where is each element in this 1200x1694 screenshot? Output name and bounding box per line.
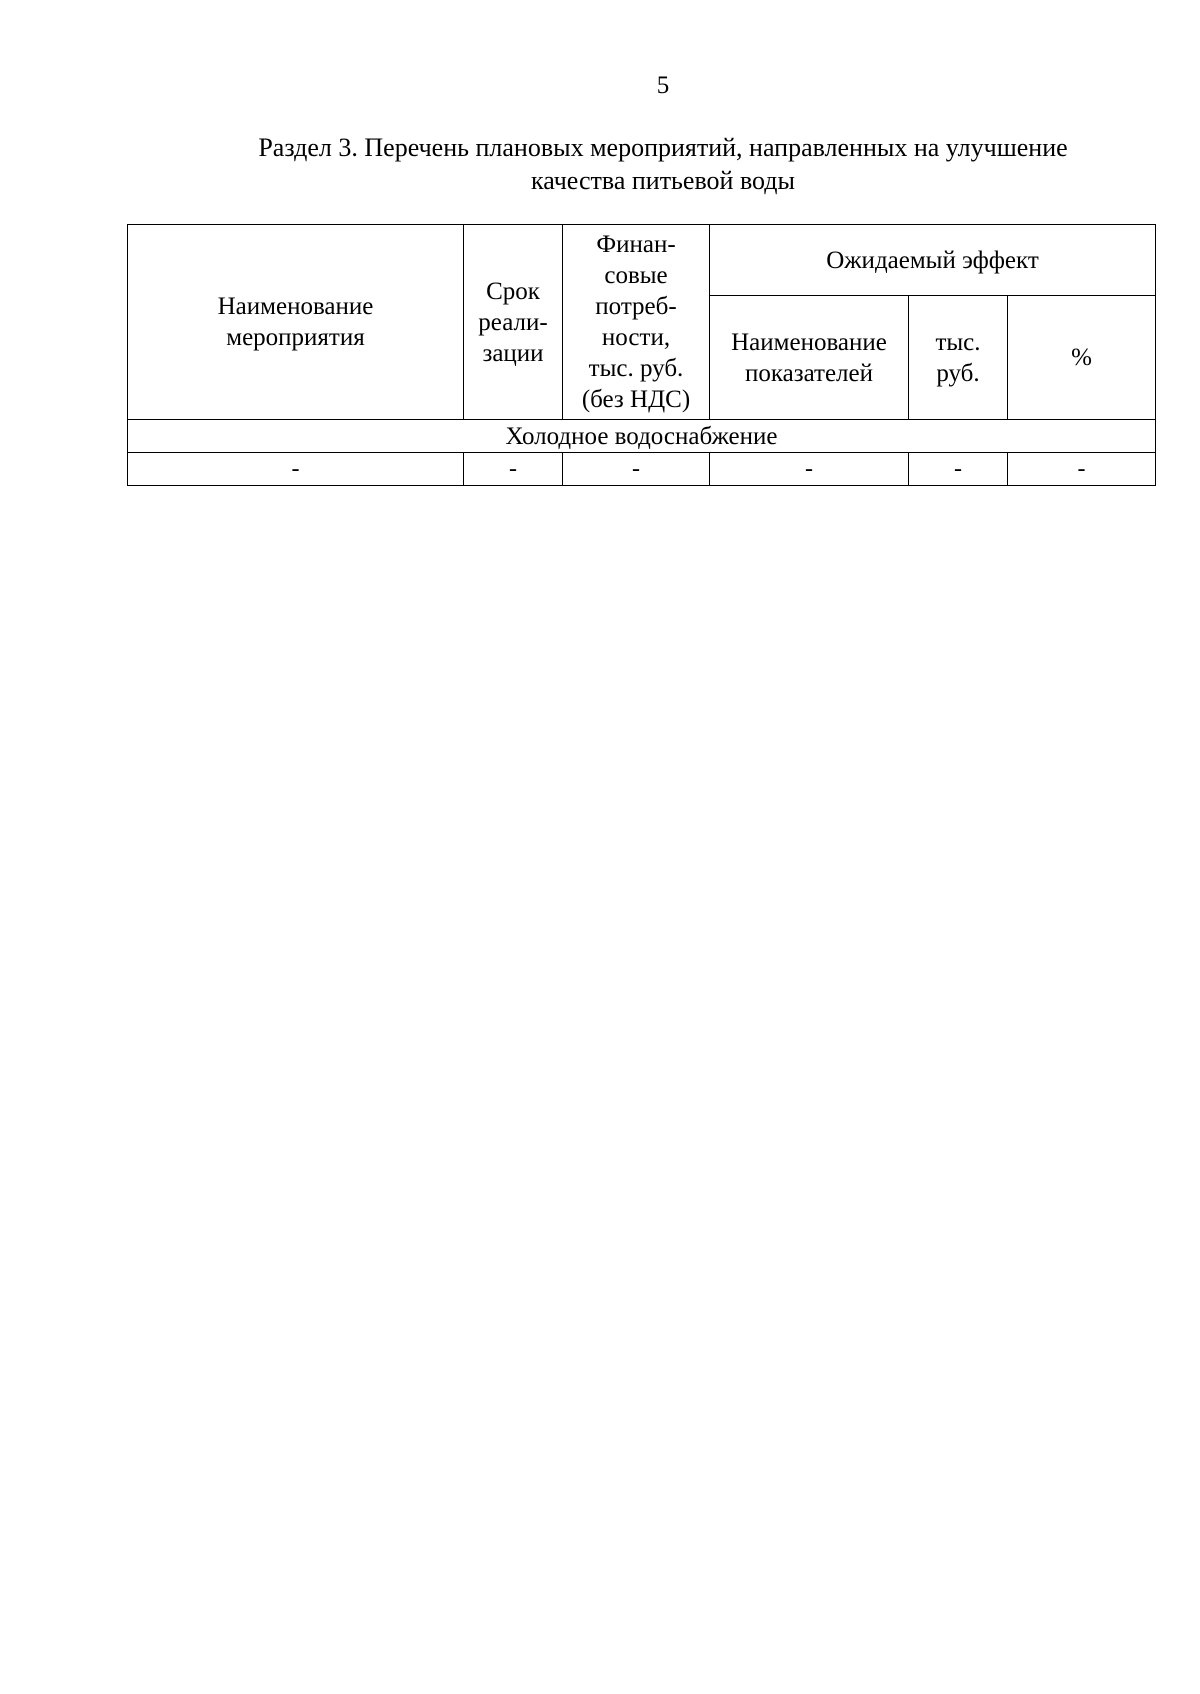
header-financial-needs: Финан- совые потреб- ности, тыс. руб. (без НДС) <box>563 225 710 420</box>
page-number: 5 <box>656 72 670 99</box>
section-row-label: Холодное водоснабжение <box>128 420 1156 453</box>
cell-measure-name: - <box>128 453 464 486</box>
section-title-line-1: Раздел 3. Перечень плановых мероприятий, направленных на улучшение <box>258 133 1068 162</box>
header-term: Срок реали- зации <box>464 225 563 420</box>
table-row <box>128 453 1156 486</box>
header-expected-effect: Ожидаемый эффект <box>710 225 1156 296</box>
section-title-line-2: качества питьевой воды <box>530 166 796 195</box>
cell-thousand-rub: - <box>909 453 1008 486</box>
header-thousand-rub: тыс. руб. <box>909 296 1008 420</box>
measures-table <box>127 224 1156 486</box>
cell-indicators-name: - <box>710 453 909 486</box>
section-title <box>200 131 1126 197</box>
cell-financial-needs: - <box>563 453 710 486</box>
table-header-row <box>128 225 1156 296</box>
header-measure-name: Наименование мероприятия <box>128 225 464 420</box>
cell-term: - <box>464 453 563 486</box>
header-percent: % <box>1008 296 1156 420</box>
cell-percent: - <box>1008 453 1156 486</box>
header-indicators-name: Наименование показателей <box>710 296 909 420</box>
section-row <box>128 420 1156 453</box>
